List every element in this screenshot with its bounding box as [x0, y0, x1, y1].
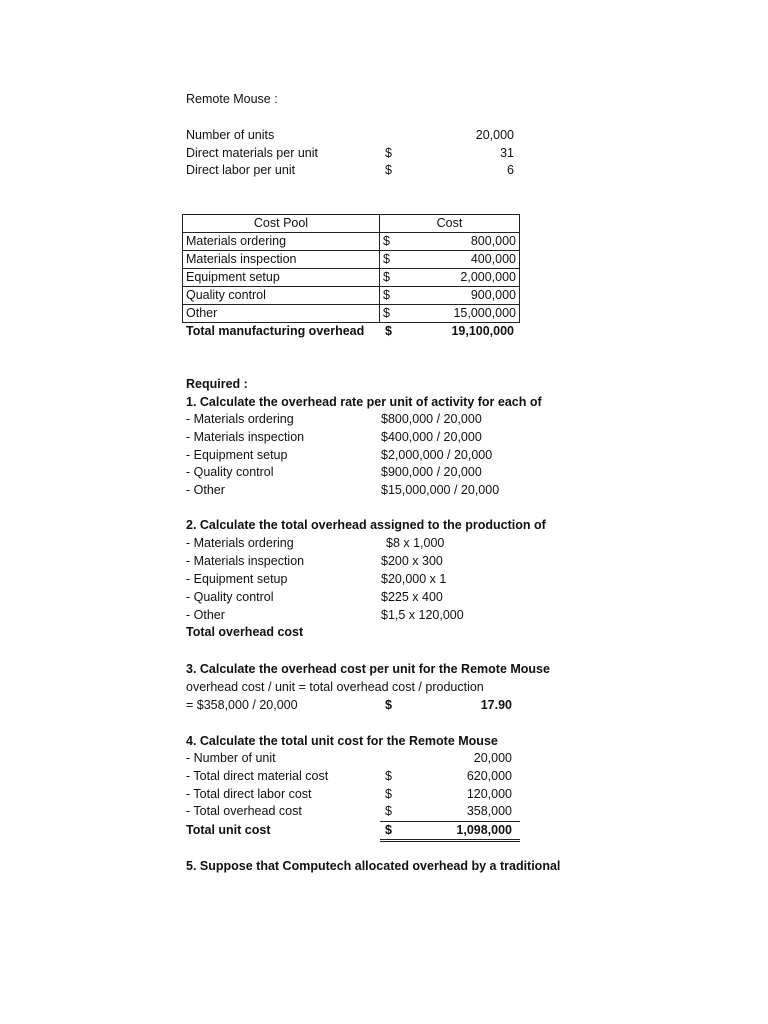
- list-item-label: - Other: [186, 608, 225, 622]
- currency-symbol: $: [385, 146, 392, 160]
- cost-pool-name: Other: [183, 305, 380, 323]
- cost-value: 900,000: [446, 287, 520, 305]
- cost-value: 800,000: [446, 233, 520, 251]
- input-value: 20,000: [475, 128, 514, 142]
- list-item-label: - Total overhead cost: [186, 804, 302, 818]
- list-item-label: - Quality control: [186, 465, 274, 479]
- formula: $8 x 1,000: [386, 536, 445, 550]
- list-item-label: - Materials inspection: [186, 554, 305, 568]
- formula: $800,000 / 20,000: [381, 412, 482, 426]
- formula: $225 x 400: [381, 590, 443, 604]
- list-item-label: - Equipment setup: [186, 448, 288, 462]
- question-3-heading: 3. Calculate the overhead cost per unit for the Remote Mouse: [186, 662, 550, 676]
- table-row: [183, 251, 520, 269]
- currency-symbol: $: [385, 804, 392, 818]
- input-value: 6: [507, 163, 514, 177]
- overhead-per-unit-value: 17.90: [480, 698, 512, 712]
- required-label: Required :: [186, 377, 248, 391]
- currency-symbol: $: [385, 163, 392, 177]
- currency-symbol: $: [380, 305, 447, 323]
- cost-value: 2,000,000: [446, 269, 520, 287]
- table-row: [183, 269, 520, 287]
- list-item-label: - Materials ordering: [186, 536, 294, 550]
- list-item-value: 20,000: [473, 751, 512, 765]
- list-item-label: - Other: [186, 483, 225, 497]
- column-header-cost-pool: Cost Pool: [183, 215, 380, 233]
- input-label: Number of units: [186, 128, 275, 142]
- currency-symbol: $: [385, 787, 392, 801]
- formula: $15,000,000 / 20,000: [381, 483, 500, 497]
- list-item-label: - Equipment setup: [186, 572, 288, 586]
- list-item-label: - Materials ordering: [186, 412, 294, 426]
- list-item-label: - Number of unit: [186, 751, 276, 765]
- formula: $900,000 / 20,000: [381, 465, 482, 479]
- total-overhead-cost-label: Total overhead cost: [186, 625, 304, 639]
- cost-pool-table: [182, 214, 520, 323]
- table-row: [183, 233, 520, 251]
- currency-symbol: $: [380, 233, 447, 251]
- list-item-value: 358,000: [466, 804, 512, 818]
- question-5-heading: 5. Suppose that Computech allocated overhead by a traditional: [186, 859, 561, 873]
- currency-symbol: $: [385, 698, 392, 712]
- total-unit-cost-value: 1,098,000: [456, 823, 512, 837]
- cost-value: 15,000,000: [446, 305, 520, 323]
- cost-pool-name: Equipment setup: [183, 269, 380, 287]
- total-unit-cost-label: Total unit cost: [186, 823, 271, 837]
- formula: $20,000 x 1: [381, 572, 447, 586]
- question-4-heading: 4. Calculate the total unit cost for the Remote Mouse: [186, 734, 498, 748]
- list-item-label: - Total direct labor cost: [186, 787, 312, 801]
- currency-symbol: $: [380, 269, 447, 287]
- formula: = $358,000 / 20,000: [186, 698, 298, 712]
- table-row: [183, 287, 520, 305]
- list-item-label: - Quality control: [186, 590, 274, 604]
- list-item-value: 120,000: [466, 787, 512, 801]
- formula-description: overhead cost / unit = total overhead cost / production: [186, 680, 484, 694]
- formula: $200 x 300: [381, 554, 443, 568]
- table-header-row: [183, 215, 520, 233]
- currency-symbol: $: [380, 287, 447, 305]
- currency-symbol: $: [385, 823, 392, 837]
- currency-symbol: $: [385, 769, 392, 783]
- cost-pool-name: Materials ordering: [183, 233, 380, 251]
- column-header-cost: Cost: [380, 215, 520, 233]
- currency-symbol: $: [380, 251, 447, 269]
- cost-pool-name: Quality control: [183, 287, 380, 305]
- table-row: [183, 305, 520, 323]
- input-value: 31: [500, 146, 514, 160]
- currency-symbol: $: [385, 324, 392, 338]
- total-double-underline: [380, 839, 520, 842]
- document-title: Remote Mouse :: [186, 92, 278, 106]
- list-item-label: - Materials inspection: [186, 430, 305, 444]
- formula: $400,000 / 20,000: [381, 430, 482, 444]
- total-overhead-value: 19,100,000: [451, 324, 514, 338]
- formula: $2,000,000 / 20,000: [381, 448, 493, 462]
- question-2-heading: 2. Calculate the total overhead assigned to the production of: [186, 518, 546, 532]
- list-item-label: - Total direct material cost: [186, 769, 329, 783]
- formula: $1,5 x 120,000: [381, 608, 464, 622]
- total-overhead-label: Total manufacturing overhead: [186, 324, 365, 338]
- question-1-heading: 1. Calculate the overhead rate per unit of activity for each of: [186, 395, 542, 409]
- cost-pool-name: Materials inspection: [183, 251, 380, 269]
- list-item-value: 620,000: [466, 769, 512, 783]
- input-label: Direct materials per unit: [186, 146, 318, 160]
- input-label: Direct labor per unit: [186, 163, 296, 177]
- cost-value: 400,000: [446, 251, 520, 269]
